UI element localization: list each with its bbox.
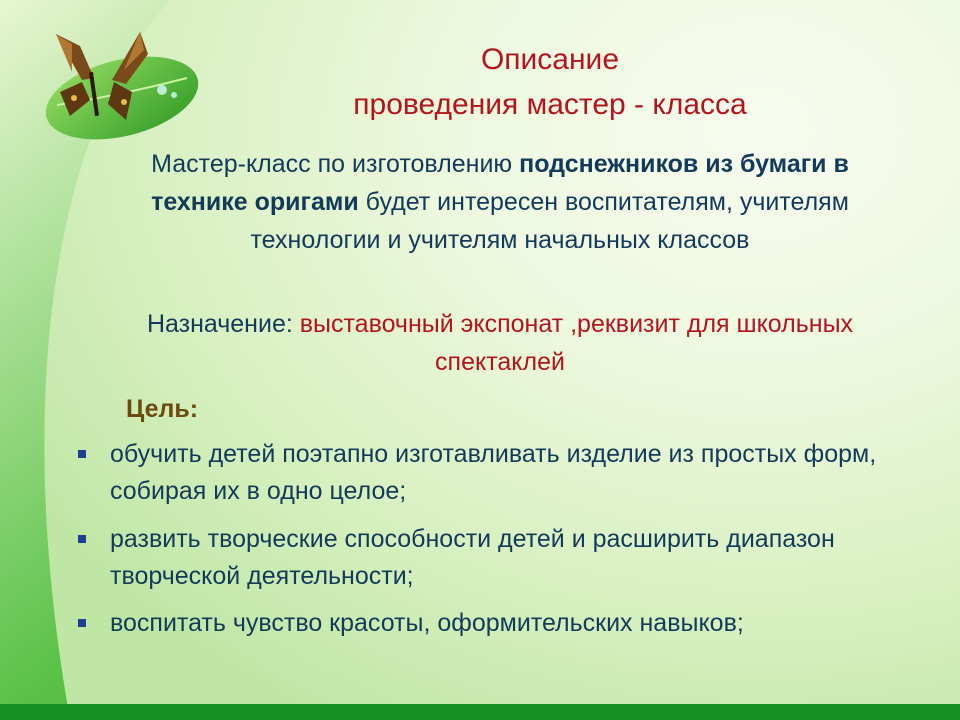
goal-bullet-text: развить творческие способности детей и расширить диапазон творческой деятельности; [110,525,835,590]
butterfly-on-leaf-icon [12,20,202,140]
purpose-paragraph [90,305,910,381]
bullet-square-icon [78,535,86,543]
goal-bullet-3 [78,605,918,642]
goal-bullet-text: воспитать чувство красоты, оформительских навыков; [110,609,744,637]
goal-bullet-1 [78,436,918,510]
intro-text-1: Мастер-класс по изготовлению [151,150,520,178]
title-line-1: Описание [480,43,620,76]
goal-label: Цель: [126,395,199,423]
intro-paragraph [110,145,890,259]
bullet-square-icon [78,619,86,627]
goal-bullet-text: обучить детей поэтапно изготавливать изделие из простых форм, собирая их в одно целое; [110,440,877,505]
goal-bullet-2 [78,521,918,595]
intro-text-bold: подснежников из бумаги в технике оригами [151,150,849,216]
purpose-value: выставочный экспонат ,реквизит для школьных спектаклей [299,310,854,376]
title-line-2: проведения мастер - класса [353,88,747,121]
bullet-square-icon [78,450,86,458]
purpose-label: Назначение: [146,310,300,338]
intro-text-2: будет интересен воспитателям, учителям технологии и учителям начальных классов [250,188,849,254]
